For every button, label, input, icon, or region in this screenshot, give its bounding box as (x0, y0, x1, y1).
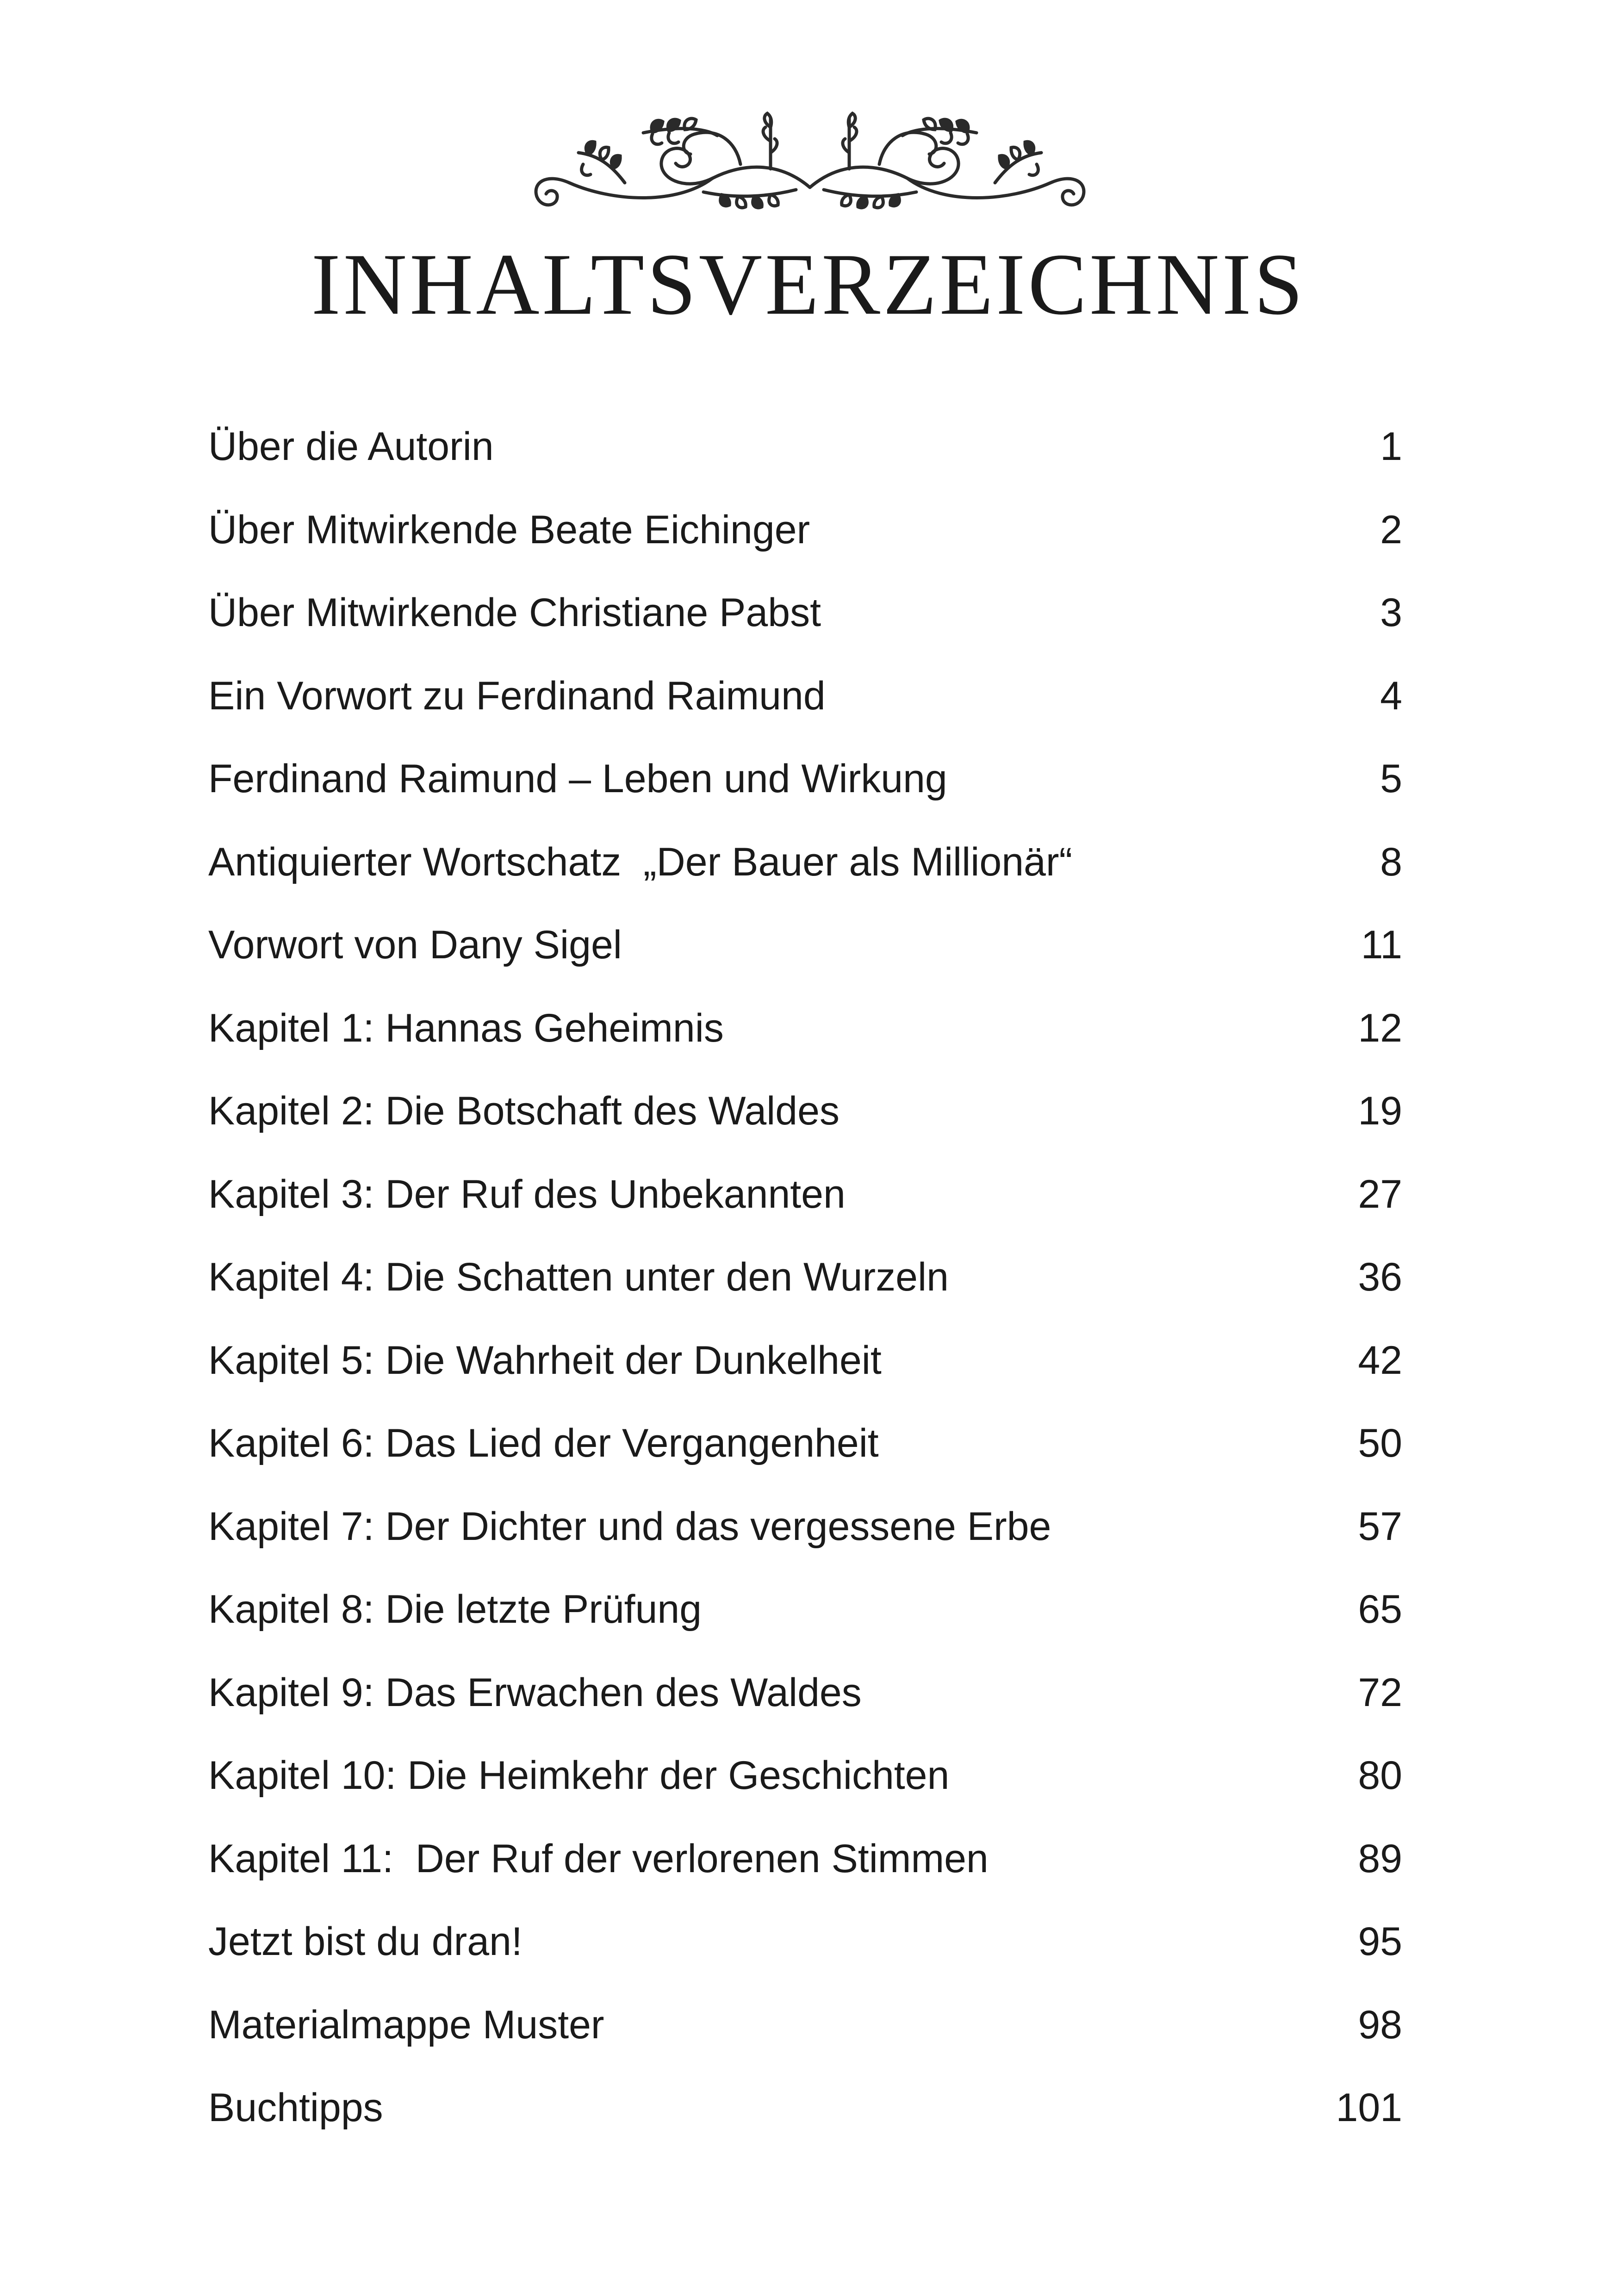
toc-entry (208, 657, 1402, 740)
toc-entry-title: Kapitel 9: Das Erwachen des Waldes (208, 1670, 862, 1715)
toc-page-number: 8 (1380, 839, 1402, 884)
toc-page-number: 2 (1380, 507, 1402, 552)
toc-entry (208, 407, 1402, 490)
toc-page-number: 42 (1358, 1338, 1402, 1383)
toc-entry-title: Kapitel 3: Der Ruf des Unbekannten (208, 1172, 846, 1216)
toc-entry (208, 1238, 1402, 1321)
toc-page-number: 98 (1358, 2002, 1402, 2047)
toc-entry-title: Kapitel 6: Das Lied der Vergangenheit (208, 1421, 879, 1465)
toc-entry (208, 1155, 1402, 1238)
toc-entry (208, 1986, 1402, 2069)
toc-entry (208, 1653, 1402, 1737)
toc-entry (208, 573, 1402, 657)
toc-page-number: 50 (1358, 1421, 1402, 1465)
toc-entry (208, 1404, 1402, 1487)
toc-page-number: 95 (1358, 1919, 1402, 1964)
toc-page-number: 11 (1361, 923, 1402, 967)
toc-entry-title: Materialmappe Muster (208, 2002, 604, 2047)
toc-entry (208, 2068, 1402, 2152)
toc-entry-title: Buchtipps (208, 2085, 383, 2130)
toc-entry-title: Kapitel 4: Die Schatten unter den Wurzeln (208, 1255, 949, 1299)
toc-entry-title: Antiquierter Wortschatz „Der Bauer als Millionär“ (208, 839, 1073, 884)
toc-entry (208, 1736, 1402, 1819)
toc-entry-title: Kapitel 11: Der Ruf der verlorenen Stimmen (208, 1836, 989, 1881)
toc-entry-title: Über Mitwirkende Christiane Pabst (208, 590, 821, 635)
toc-page-number: 4 (1380, 673, 1402, 718)
toc-entry (208, 1321, 1402, 1404)
toc-entry (208, 490, 1402, 574)
toc-page-number: 27 (1358, 1172, 1402, 1216)
table-of-contents (208, 407, 1402, 2152)
toc-entry (208, 1902, 1402, 1986)
toc-entry (208, 739, 1402, 823)
toc-entry-title: Kapitel 2: Die Botschaft des Waldes (208, 1089, 840, 1133)
toc-page-number: 12 (1358, 1005, 1402, 1050)
toc-page-number: 72 (1358, 1670, 1402, 1715)
toc-entry (208, 1072, 1402, 1155)
toc-page-number: 36 (1358, 1255, 1402, 1299)
toc-entry (208, 1570, 1402, 1653)
toc-page-number: 19 (1358, 1089, 1402, 1133)
toc-page-number: 65 (1358, 1587, 1402, 1632)
toc-entry-title: Kapitel 1: Hannas Geheimnis (208, 1005, 724, 1050)
toc-page-number: 5 (1380, 757, 1402, 801)
toc-page-number: 3 (1380, 590, 1402, 635)
toc-entry-title: Kapitel 7: Der Dichter und das vergessene Erbe (208, 1504, 1051, 1549)
toc-entry-title: Über die Autorin (208, 424, 494, 469)
toc-entry-title: Kapitel 8: Die letzte Prüfung (208, 1587, 702, 1632)
toc-entry-title: Kapitel 5: Die Wahrheit der Dunkelheit (208, 1338, 882, 1383)
toc-entry-title: Ein Vorwort zu Ferdinand Raimund (208, 673, 826, 718)
toc-entry (208, 906, 1402, 989)
toc-entry-title: Ferdinand Raimund – Leben und Wirkung (208, 757, 947, 801)
toc-page-number: 57 (1358, 1504, 1402, 1549)
toc-entry (208, 1487, 1402, 1570)
toc-entry (208, 989, 1402, 1072)
page-title: INHALTSVERZEICHNIS (311, 236, 1306, 333)
floral-vine-ornament-icon (518, 109, 1101, 229)
toc-entry (208, 823, 1402, 906)
toc-entry-title: Kapitel 10: Die Heimkehr der Geschichten (208, 1753, 950, 1798)
toc-page-number: 101 (1336, 2085, 1402, 2130)
toc-entry-title: Jetzt bist du dran! (208, 1919, 522, 1964)
toc-entry-title: Über Mitwirkende Beate Eichinger (208, 507, 810, 552)
toc-page-number: 1 (1380, 424, 1402, 469)
toc-entry-title: Vorwort von Dany Sigel (208, 923, 622, 967)
toc-page-number: 89 (1358, 1836, 1402, 1881)
toc-page-number: 80 (1358, 1753, 1402, 1798)
toc-entry (208, 1819, 1402, 1903)
